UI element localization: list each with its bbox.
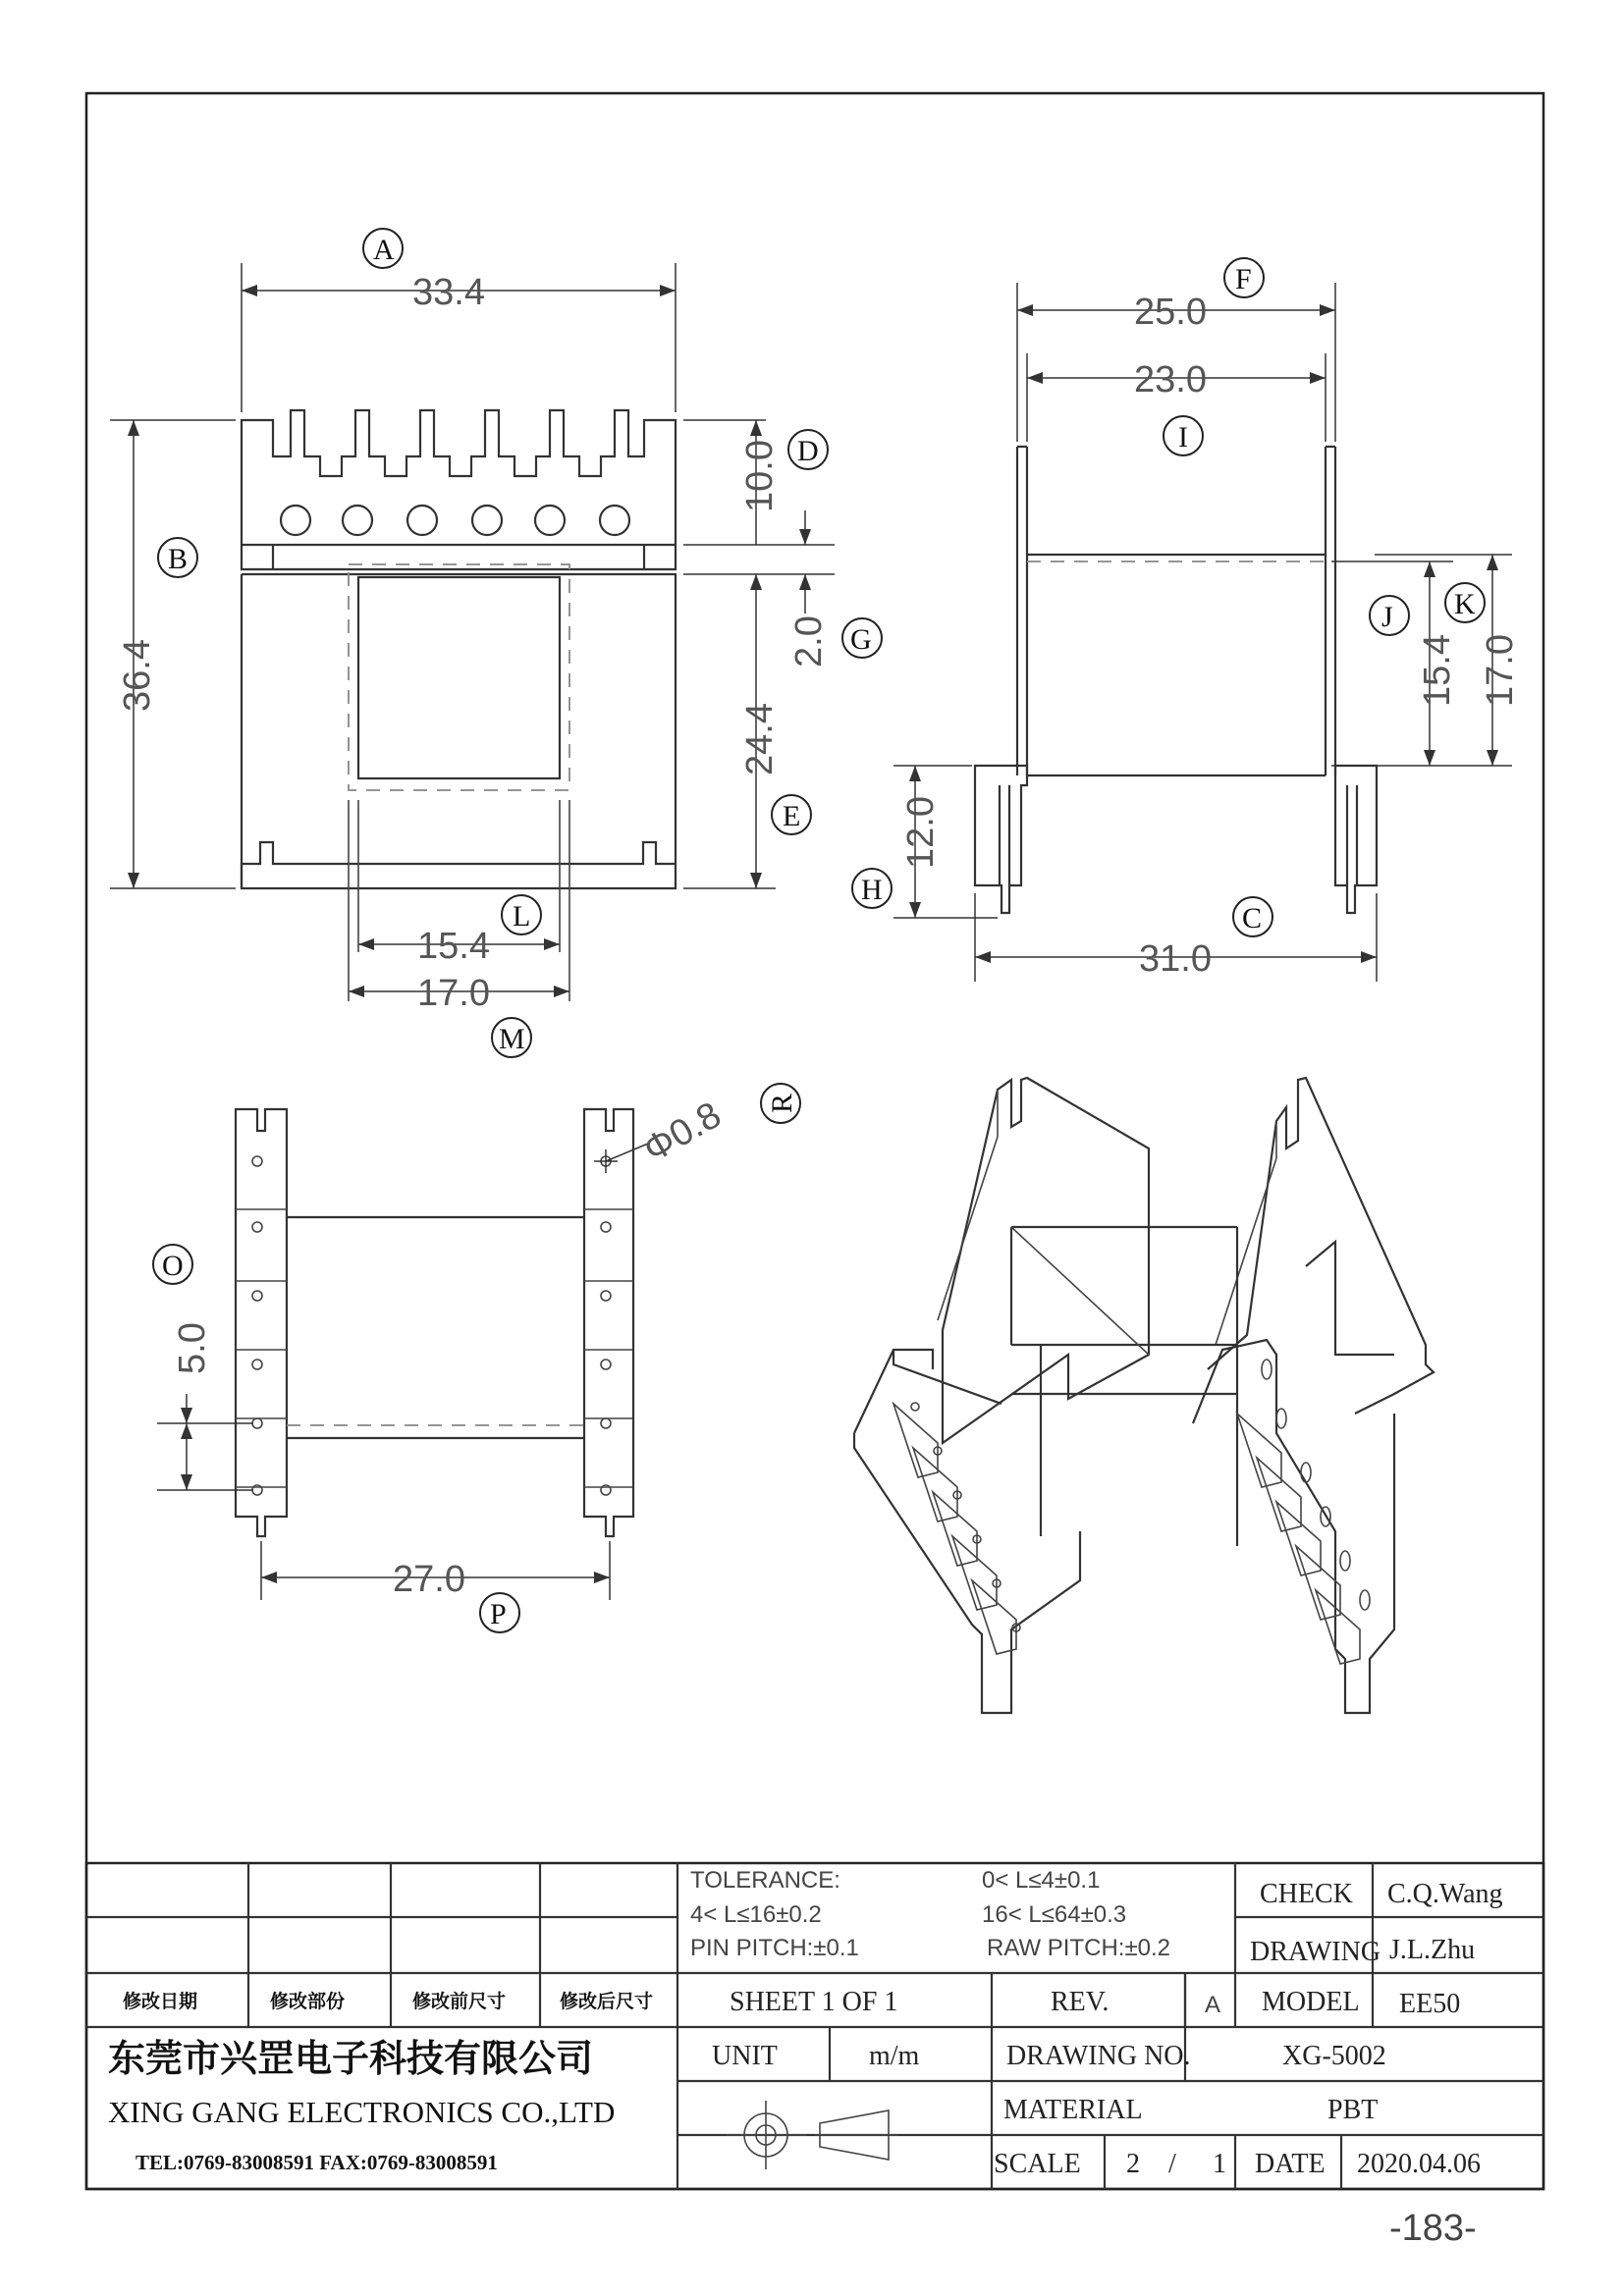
dim-side-overall-width: 31.0 — [1139, 938, 1212, 980]
side-right-flange — [1326, 447, 1335, 775]
iso-left-pins — [854, 1350, 1080, 1713]
pin-pitch-tolerance: PIN PITCH:±0.1 — [690, 1935, 859, 1961]
dim-pin-height: 12.0 — [900, 796, 942, 869]
side-view — [852, 258, 1521, 982]
unit-label: UNIT — [712, 2041, 778, 2071]
title-block — [86, 1863, 1543, 2189]
page-number: -183- — [1389, 2208, 1477, 2249]
drawing-no-label: DRAWING NO. — [1006, 2041, 1191, 2071]
dim-pin-pitch: 5.0 — [172, 1322, 213, 1374]
front-hole — [407, 506, 437, 535]
model-label: MODEL — [1262, 1987, 1360, 2017]
material-label: MATERIAL — [1003, 2095, 1143, 2125]
dim-row-spacing: 27.0 — [393, 1559, 465, 1600]
balloon-o: O — [162, 1250, 184, 1282]
iso-left-flange — [943, 1078, 1149, 1443]
tolerance-range-2: 4< L≤16±0.2 — [690, 1901, 822, 1928]
check-label: CHECK — [1260, 1879, 1353, 1909]
dim-top-section: 10.0 — [739, 440, 781, 512]
balloon-l: L — [513, 900, 531, 933]
company-name-cn: 东莞市兴罡电子科技有限公司 — [108, 2036, 594, 2080]
bottom-left-strip — [236, 1109, 287, 1536]
dim-inner-width: 15.4 — [417, 926, 490, 967]
tolerance-range-1: 0< L≤4±0.1 — [982, 1867, 1101, 1894]
scale-numerator: 2 — [1126, 2149, 1140, 2179]
front-view-flange — [242, 574, 676, 888]
drawing-no-value: XG-5002 — [1282, 2041, 1386, 2071]
company-contact: TEL:0769-83008591 FAX:0769-83008591 — [135, 2151, 498, 2174]
dim-outer-height: 17.0 — [1480, 634, 1521, 707]
front-hole — [472, 506, 502, 535]
iso-right-flange — [1208, 1078, 1434, 1414]
raw-pitch-tolerance: RAW PITCH:±0.2 — [987, 1935, 1170, 1961]
balloon-j: J — [1381, 601, 1393, 633]
balloon-c: C — [1242, 902, 1263, 934]
side-left-pins — [975, 766, 1027, 913]
balloon-i: I — [1178, 421, 1188, 454]
front-hole — [535, 506, 565, 535]
tolerance-range-3: 16< L≤64±0.3 — [982, 1901, 1127, 1928]
drawing-label: DRAWING — [1250, 1937, 1381, 1967]
front-window — [358, 577, 560, 778]
balloon-r: R — [766, 1093, 798, 1113]
rev-header-before: 修改前尺寸 — [412, 1991, 507, 2012]
date-label: DATE — [1255, 2149, 1326, 2179]
dim-pin-diameter: Φ0.8 — [636, 1094, 729, 1171]
dim-lower-section: 24.4 — [739, 703, 781, 775]
bottom-view — [153, 1084, 800, 1632]
dim-outer-inner-width: 17.0 — [417, 973, 490, 1014]
balloon-p: P — [490, 1598, 507, 1630]
balloon-b: B — [168, 543, 189, 575]
dim-overall-height: 36.4 — [117, 639, 158, 712]
dim-inner-height: 15.4 — [1417, 634, 1458, 707]
scale-separator: / — [1168, 2149, 1176, 2179]
rev-header-after: 修改后尺寸 — [560, 1991, 654, 2012]
front-hole — [281, 506, 310, 535]
rev-header-part: 修改部份 — [270, 1991, 346, 2012]
scale-denominator: 1 — [1213, 2149, 1226, 2179]
dim-flange-inner: 23.0 — [1134, 359, 1207, 400]
balloon-e: E — [783, 800, 801, 832]
unit-value: m/m — [869, 2041, 920, 2071]
check-value: C.Q.Wang — [1387, 1879, 1503, 1909]
balloon-h: H — [861, 874, 883, 906]
model-value: EE50 — [1399, 1989, 1461, 2019]
balloon-a: A — [373, 234, 395, 266]
company-name-en: XING GANG ELECTRONICS CO.,LTD — [108, 2095, 616, 2129]
balloon-f: F — [1235, 263, 1252, 295]
side-left-flange — [1017, 447, 1027, 775]
front-window-hidden — [349, 564, 569, 790]
dim-flange-outer: 25.0 — [1134, 292, 1207, 333]
front-hole — [600, 506, 629, 535]
iso-core-box — [1011, 1227, 1237, 1546]
rev-value: A — [1205, 1992, 1221, 2018]
bottom-right-strip — [584, 1109, 633, 1536]
front-view — [110, 229, 882, 1057]
dim-overall-width: 33.4 — [412, 272, 485, 313]
balloon-d: D — [797, 435, 819, 467]
drawing-value: J.L.Zhu — [1389, 1935, 1476, 1965]
rev-header-date: 修改日期 — [123, 1991, 198, 2012]
material-value: PBT — [1327, 2095, 1379, 2125]
front-hole — [343, 506, 372, 535]
dim-gap: 2.0 — [788, 615, 830, 667]
balloon-k: K — [1454, 588, 1476, 620]
balloon-g: G — [850, 623, 872, 656]
date-value: 2020.04.06 — [1357, 2149, 1481, 2179]
rev-label: REV. — [1051, 1987, 1110, 2017]
scale-label: SCALE — [994, 2149, 1081, 2179]
iso-right-pins — [1193, 1340, 1394, 1713]
isometric-view — [854, 1078, 1434, 1713]
balloon-m: M — [499, 1023, 525, 1055]
tolerance-label: TOLERANCE: — [690, 1867, 840, 1894]
sheet-count: SHEET 1 OF 1 — [730, 1987, 898, 2017]
